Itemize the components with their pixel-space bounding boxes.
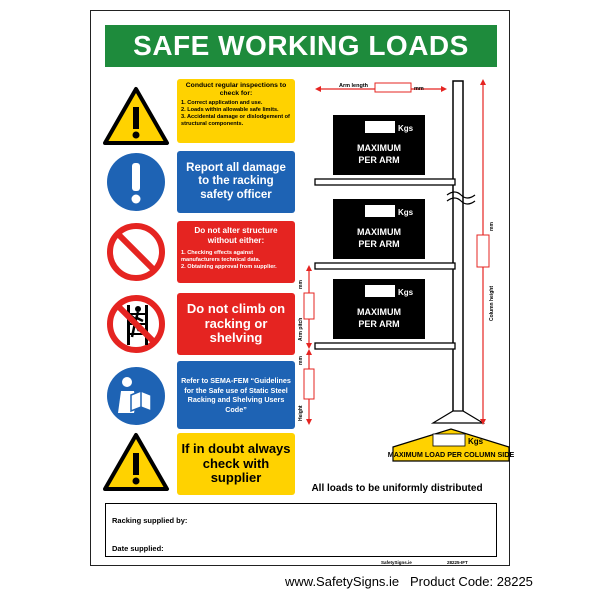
inspection-panel: [177, 79, 295, 143]
prohibition-icon: [101, 221, 171, 283]
do-not-alter-list: [181, 250, 291, 271]
svg-text:PER ARM: PER ARM: [358, 319, 400, 329]
safety-sign: [90, 10, 515, 566]
warning-triangle-icon: [101, 85, 171, 147]
uniform-load-note: All loads to be uniformly distributed: [311, 483, 483, 494]
load-value-box: [365, 205, 395, 217]
load-unit: Kgs: [398, 208, 414, 217]
inspection-list: [181, 100, 291, 128]
svg-text:PER ARM: PER ARM: [358, 155, 400, 165]
svg-text:MAXIMUM: MAXIMUM: [357, 227, 401, 237]
inspection-item: 1. Correct application and use.: [181, 100, 263, 106]
arrow-up-icon: [480, 79, 486, 85]
arrow-up-icon: [306, 349, 312, 355]
warning-triangle-icon: [101, 431, 171, 493]
mandatory-exclamation-icon: [101, 151, 171, 213]
arm-pitch-value-box: [304, 293, 314, 319]
arrow-down-icon: [306, 343, 312, 349]
racking-arm: [315, 343, 455, 349]
column-height-label: Column height: [489, 286, 495, 321]
max-per-arm-label: MAXIMUM: [357, 143, 401, 153]
racking-diagram: [298, 71, 515, 459]
sema-fem-panel: [177, 361, 295, 429]
svg-text:Kgs: Kgs: [468, 437, 484, 446]
report-damage-panel: [177, 151, 295, 213]
svg-text:MAXIMUM: MAXIMUM: [357, 307, 401, 317]
arm-length-unit: mm: [414, 86, 424, 92]
product-code-label: Product Code:: [410, 574, 494, 589]
max-load-value-box: [433, 434, 465, 446]
do-not-climb-text: Do not climb on racking or shelving: [186, 300, 286, 346]
racking-supplied-label: Racking supplied by:: [112, 516, 188, 525]
sema-fem-text: Refer to SEMA-FEM “Guidelines for the Safe use of Static Steel Racking and Shelving Users Code”: [181, 376, 291, 414]
report-damage-text: Report all damage to the racking safety officer: [186, 162, 286, 201]
caption: [285, 574, 590, 589]
arm-pitch-label: Arm pitch: [298, 317, 304, 341]
svg-text:mm: mm: [298, 356, 304, 365]
arrow-left-icon: [315, 86, 321, 92]
load-value-box: [365, 285, 395, 297]
publisher-small: SafetySigns.ie: [381, 560, 412, 565]
arrow-down-icon: [306, 419, 312, 425]
check-supplier-panel: [177, 433, 295, 495]
do-not-climb-panel: [177, 293, 295, 355]
supplier-info-box: [105, 503, 497, 557]
racking-column: [453, 81, 463, 421]
site-link[interactable]: www.SafetySigns.ie: [285, 574, 400, 589]
column-base: [433, 411, 483, 423]
column-height-value-box: [477, 235, 489, 267]
racking-arm: [315, 179, 455, 185]
svg-text:mm: mm: [489, 222, 495, 231]
do-not-alter-title: Do not alter structure without either:: [194, 226, 278, 245]
inspection-item: 2. Loads within allowable safe limits.: [181, 107, 279, 113]
height-label: Height: [298, 405, 304, 421]
no-climbing-icon: [101, 293, 171, 355]
arrow-right-icon: [441, 86, 447, 92]
arm-length-value-box: [375, 83, 411, 92]
load-unit: Kgs: [398, 124, 414, 133]
product-code: 28225: [496, 574, 533, 589]
do-not-alter-item: 2. Obtaining approval from supplier.: [181, 264, 277, 270]
inspection-title: Conduct regular inspections to check for:: [185, 82, 287, 97]
load-value-box: [365, 121, 395, 133]
code-small: 28225-IFT: [447, 560, 468, 565]
max-load-column-label: MAXIMUM LOAD PER COLUMN SIDE: [387, 450, 515, 459]
do-not-alter-item: 1. Checking effects against manufacturers technical data.: [181, 250, 261, 263]
do-not-alter-panel: [177, 221, 295, 283]
inspection-item: 3. Accidental damage or dislodgement of structural components.: [181, 114, 290, 127]
check-supplier-text: If in doubt always check with supplier: [181, 440, 291, 486]
arrow-up-icon: [306, 265, 312, 271]
date-supplied-label: Date supplied:: [112, 544, 164, 553]
racking-arm: [315, 263, 455, 269]
arm-length-label: Arm length: [339, 83, 369, 89]
svg-text:PER ARM: PER ARM: [358, 239, 400, 249]
height-value-box: [304, 369, 314, 399]
read-manual-icon: [101, 365, 171, 427]
svg-text:mm: mm: [298, 280, 304, 289]
load-unit: Kgs: [398, 288, 414, 297]
sign-title: SAFE WORKING LOADS: [105, 25, 497, 67]
